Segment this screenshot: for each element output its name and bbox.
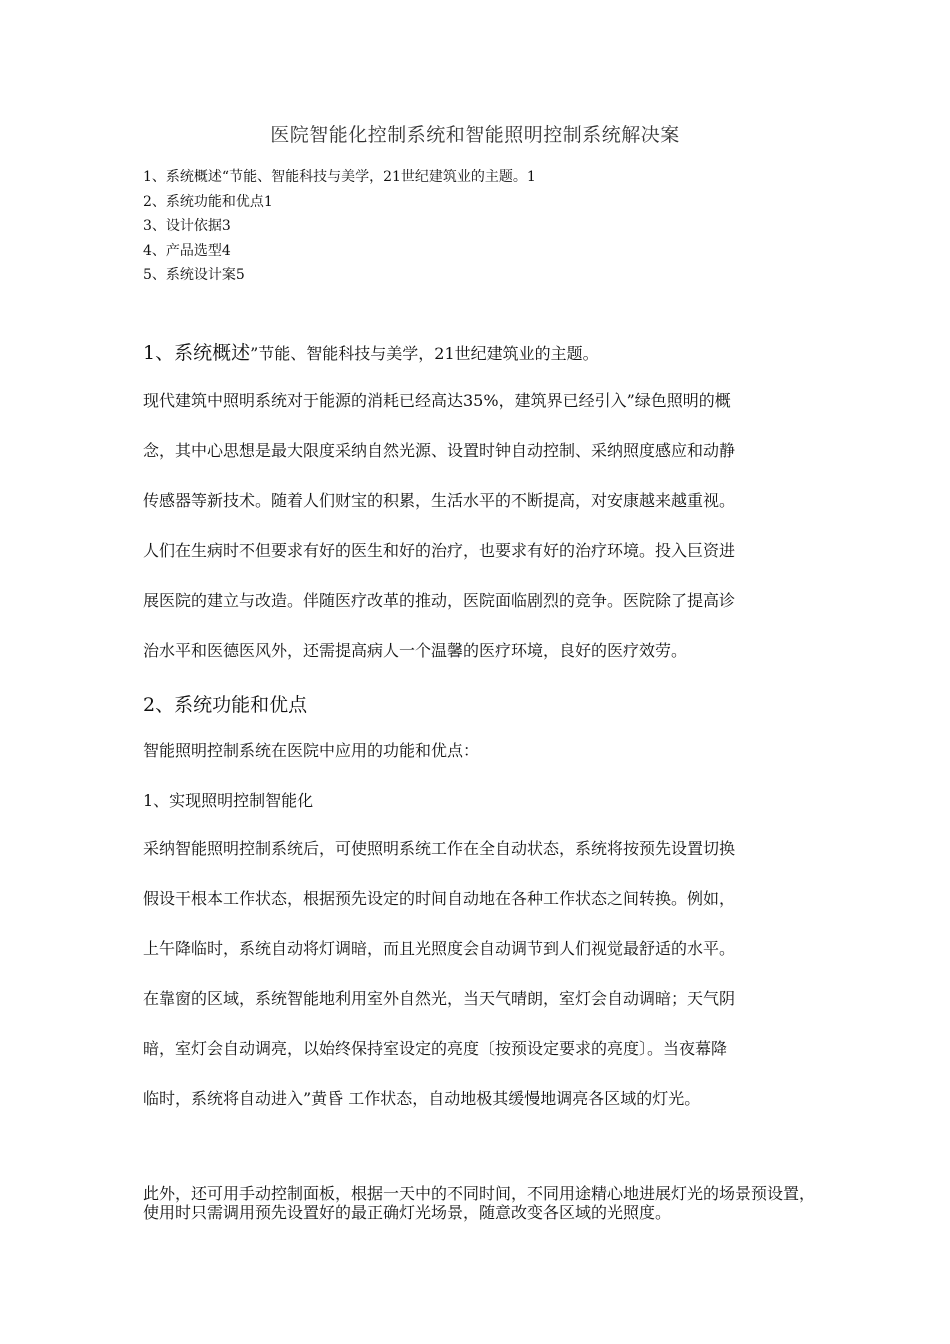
section-1-heading-main: 1、系统概述	[143, 342, 251, 364]
toc-item[interactable]: 2、系统功能和优点1	[143, 193, 273, 210]
paragraph-line: 现代建筑中照明系统对于能源的消耗已经高达35%，建筑界已经引入”绿色照明的概	[143, 391, 731, 410]
table-of-contents	[143, 165, 536, 288]
paragraph-line: 暗，室灯会自动调亮，以始终保持室设定的亮度〔按预设定要求的亮度〕。当夜幕降	[143, 1039, 728, 1058]
section-2-heading: 2、系统功能和优点	[143, 694, 308, 716]
toc-item[interactable]: 1、系统概述“节能、智能科技与美学，21世纪建筑业的主题。1	[143, 169, 536, 185]
section-2-intro: 智能照明控制系统在医院中应用的功能和优点：	[143, 741, 480, 760]
section-1-heading-rest: ”节能、智能科技与美学，21世纪建筑业的主题。	[250, 344, 599, 363]
paragraph-line: 在靠窗的区域，系统智能地利用室外自然光，当天气晴朗，室灯会自动调暗；天气阴	[143, 989, 736, 1008]
paragraph-line: 展医院的建立与改造。伴随医疗改革的推动，医院面临剧烈的竞争。医院除了提高诊	[143, 591, 736, 610]
section-1-heading	[143, 338, 599, 365]
toc-item[interactable]: 3、设计依据3	[143, 218, 231, 234]
paragraph-line: 采纳智能照明控制系统后，可使照明系统工作在全自动状态，系统将按预先设置切换	[143, 839, 736, 858]
subsection-1-heading: 1、实现照明控制智能化	[143, 791, 314, 810]
section-2-body	[143, 834, 823, 1134]
paragraph-line: 人们在生病时不但要求有好的医生和好的治疗，也要求有好的治疗环境。投入巨资进	[143, 541, 736, 560]
paragraph-line: 上午降临时，系统自动将灯调暗，而且光照度会自动调节到人们视觉最舒适的水平。	[143, 939, 736, 958]
section-1-body	[143, 386, 823, 686]
toc-item[interactable]: 5、系统设计案5	[143, 267, 245, 283]
paragraph-line: 临时，系统将自动进入”黄昏 工作状态，自动地极其缓慢地调亮各区域的灯光。	[143, 1089, 701, 1108]
paragraph-line: 治水平和医德医风外，还需提高病人一个温馨的医疗环境，良好的医疗效劳。	[143, 641, 688, 660]
document-title: 医院智能化控制系统和智能照明控制系统解决案	[270, 124, 680, 146]
manual-control-paragraph: 此外，还可用手动控制面板，根据一天中的不同时间，不同用途精心地进展灯光的场景预设置，使用时只需调用预先设置好的最正确灯光场景，随意改变各区域的光照度。	[143, 1184, 816, 1222]
paragraph-line: 传感器等新技术。随着人们财宝的积累，生活水平的不断提高，对安康越来越重视。	[143, 491, 736, 510]
paragraph-line: 念，其中心思想是最大限度采纳自然光源、设置时钟自动控制、采纳照度感应和动静	[143, 441, 736, 460]
toc-item[interactable]: 4、产品选型4	[143, 242, 231, 259]
paragraph-line: 假设干根本工作状态，根据预先设定的时间自动地在各种工作状态之间转换。例如，	[143, 889, 736, 908]
